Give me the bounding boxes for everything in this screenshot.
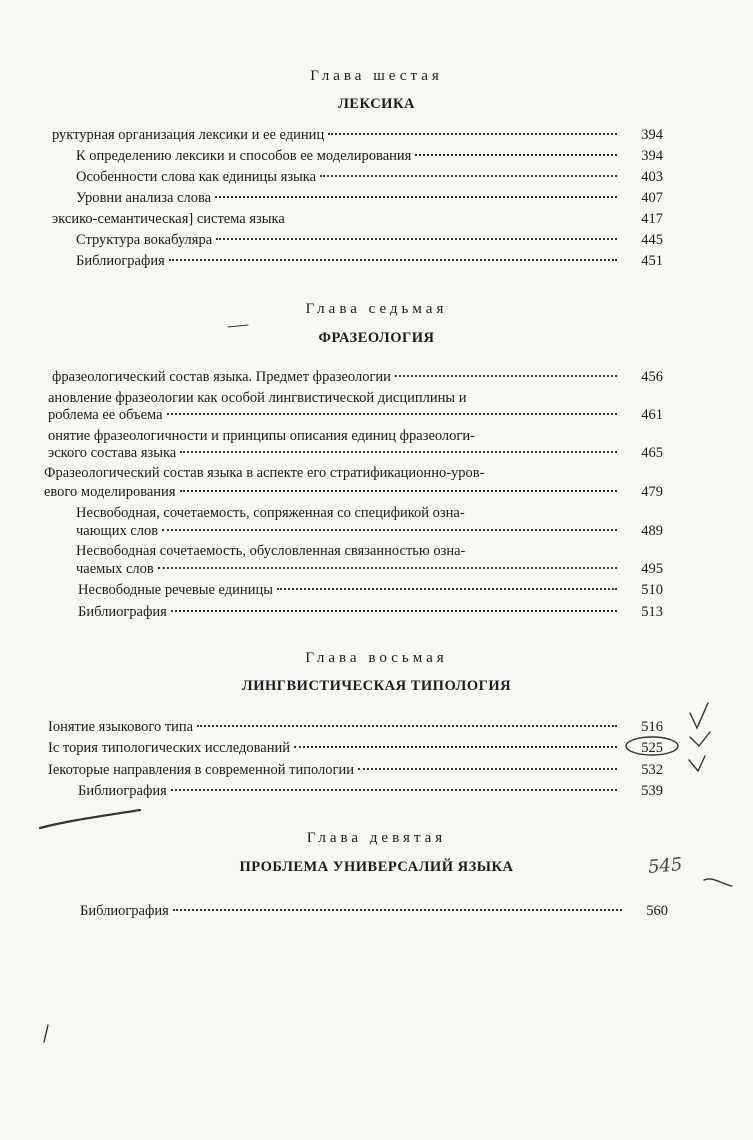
check-mark-icon bbox=[689, 756, 705, 771]
entry-text: Особенности слова как единицы языка bbox=[76, 169, 317, 185]
page-number: 403 bbox=[641, 169, 663, 185]
check-mark-icon bbox=[690, 703, 708, 728]
chapter-6-title: Глава шестая bbox=[310, 68, 443, 84]
entry-text: Библиография bbox=[78, 783, 167, 799]
page-number: 510 bbox=[641, 582, 663, 598]
page-number: 456 bbox=[641, 369, 663, 385]
entry-text: Структура вокабуляра bbox=[76, 232, 213, 248]
page-number: 445 bbox=[641, 232, 663, 248]
entry-text: Библиография bbox=[80, 903, 169, 919]
entry-text: фразеологический состав языка. Предмет фразеологии bbox=[52, 369, 391, 385]
page-number: 495 bbox=[641, 561, 663, 577]
entry-text: Іекоторые направления в современной типологии bbox=[48, 762, 354, 778]
entry-text: чаемых слов bbox=[76, 561, 154, 577]
check-mark-icon bbox=[690, 732, 710, 746]
chapter-8-title: Глава восьмая bbox=[305, 650, 448, 666]
entry-text: Библиография bbox=[76, 253, 165, 269]
chapter-9-heading: ПРОБЛЕМА УНИВЕРСАЛИЙ ЯЗЫКА bbox=[239, 859, 514, 875]
pencil-stroke-icon bbox=[228, 325, 248, 327]
entry-text: Несвободные речевые единицы bbox=[78, 582, 273, 598]
page-number: 489 bbox=[641, 523, 663, 539]
entry-text: роблема ее объема bbox=[48, 407, 163, 423]
entry-text: Библиография bbox=[78, 604, 167, 620]
page-number: 417 bbox=[641, 211, 663, 227]
chapter-9-title: Глава девятая bbox=[306, 830, 447, 846]
page-number: 451 bbox=[641, 253, 663, 269]
entry-text: эксико-семантическая] система языка bbox=[52, 211, 285, 227]
entry-text: чающих слов bbox=[76, 523, 159, 539]
chapter-7-title: Глава седьмая bbox=[305, 301, 448, 317]
pencil-stroke-icon bbox=[704, 879, 732, 886]
entry-text: Уровни анализа слова bbox=[76, 190, 212, 206]
entry-text: руктурная организация лексики и ее единиц bbox=[52, 127, 325, 143]
chapter-6-heading: ЛЕКСИКА bbox=[338, 96, 415, 112]
page-number: 394 bbox=[641, 127, 663, 143]
entry-text: Іонятие языкового типа bbox=[48, 719, 194, 735]
entry-text: Несвободная, сочетаемость, сопряженная со спецификой озна- bbox=[76, 505, 465, 521]
page-number: 394 bbox=[641, 148, 663, 164]
handwritten-note: 545 bbox=[647, 854, 684, 879]
entry-text: Іс тория типологических исследований bbox=[48, 740, 291, 756]
chapter-8-heading: ЛИНГВИСТИЧЕСКАЯ ТИПОЛОГИЯ bbox=[241, 678, 512, 694]
pencil-stroke-icon bbox=[44, 1025, 48, 1042]
page-number: 539 bbox=[641, 783, 663, 799]
page-number: 516 bbox=[641, 719, 663, 735]
entry-text: эского состава языка bbox=[48, 445, 177, 461]
entry-text: Фразеологический состав языка в аспекте его стратификационно-уров- bbox=[44, 465, 485, 481]
page-number: 479 bbox=[641, 484, 663, 500]
entry-text: Несвободная сочетаемость, обусловленная связанностью озна- bbox=[76, 543, 466, 559]
page-number: 525 bbox=[641, 740, 663, 756]
circle-mark-icon bbox=[626, 737, 678, 755]
entry-text: ановление фразеологии как особой лингвистической дисциплины и bbox=[48, 390, 467, 406]
pencil-stroke-icon bbox=[40, 810, 140, 828]
entry-text: К определению лексики и способов ее моделирования bbox=[76, 148, 412, 164]
entry-text: онятие фразеологичности и принципы описания единиц фразеологи- bbox=[48, 428, 475, 444]
page-number: 560 bbox=[646, 903, 668, 919]
entry-text: евого моделирования bbox=[44, 484, 176, 500]
page-number: 513 bbox=[641, 604, 663, 620]
page-number: 532 bbox=[641, 762, 663, 778]
page-number: 407 bbox=[641, 190, 663, 206]
chapter-7-heading: ФРАЗЕОЛОГИЯ bbox=[318, 330, 435, 346]
page-number: 461 bbox=[641, 407, 663, 423]
page-number: 465 bbox=[641, 445, 663, 461]
